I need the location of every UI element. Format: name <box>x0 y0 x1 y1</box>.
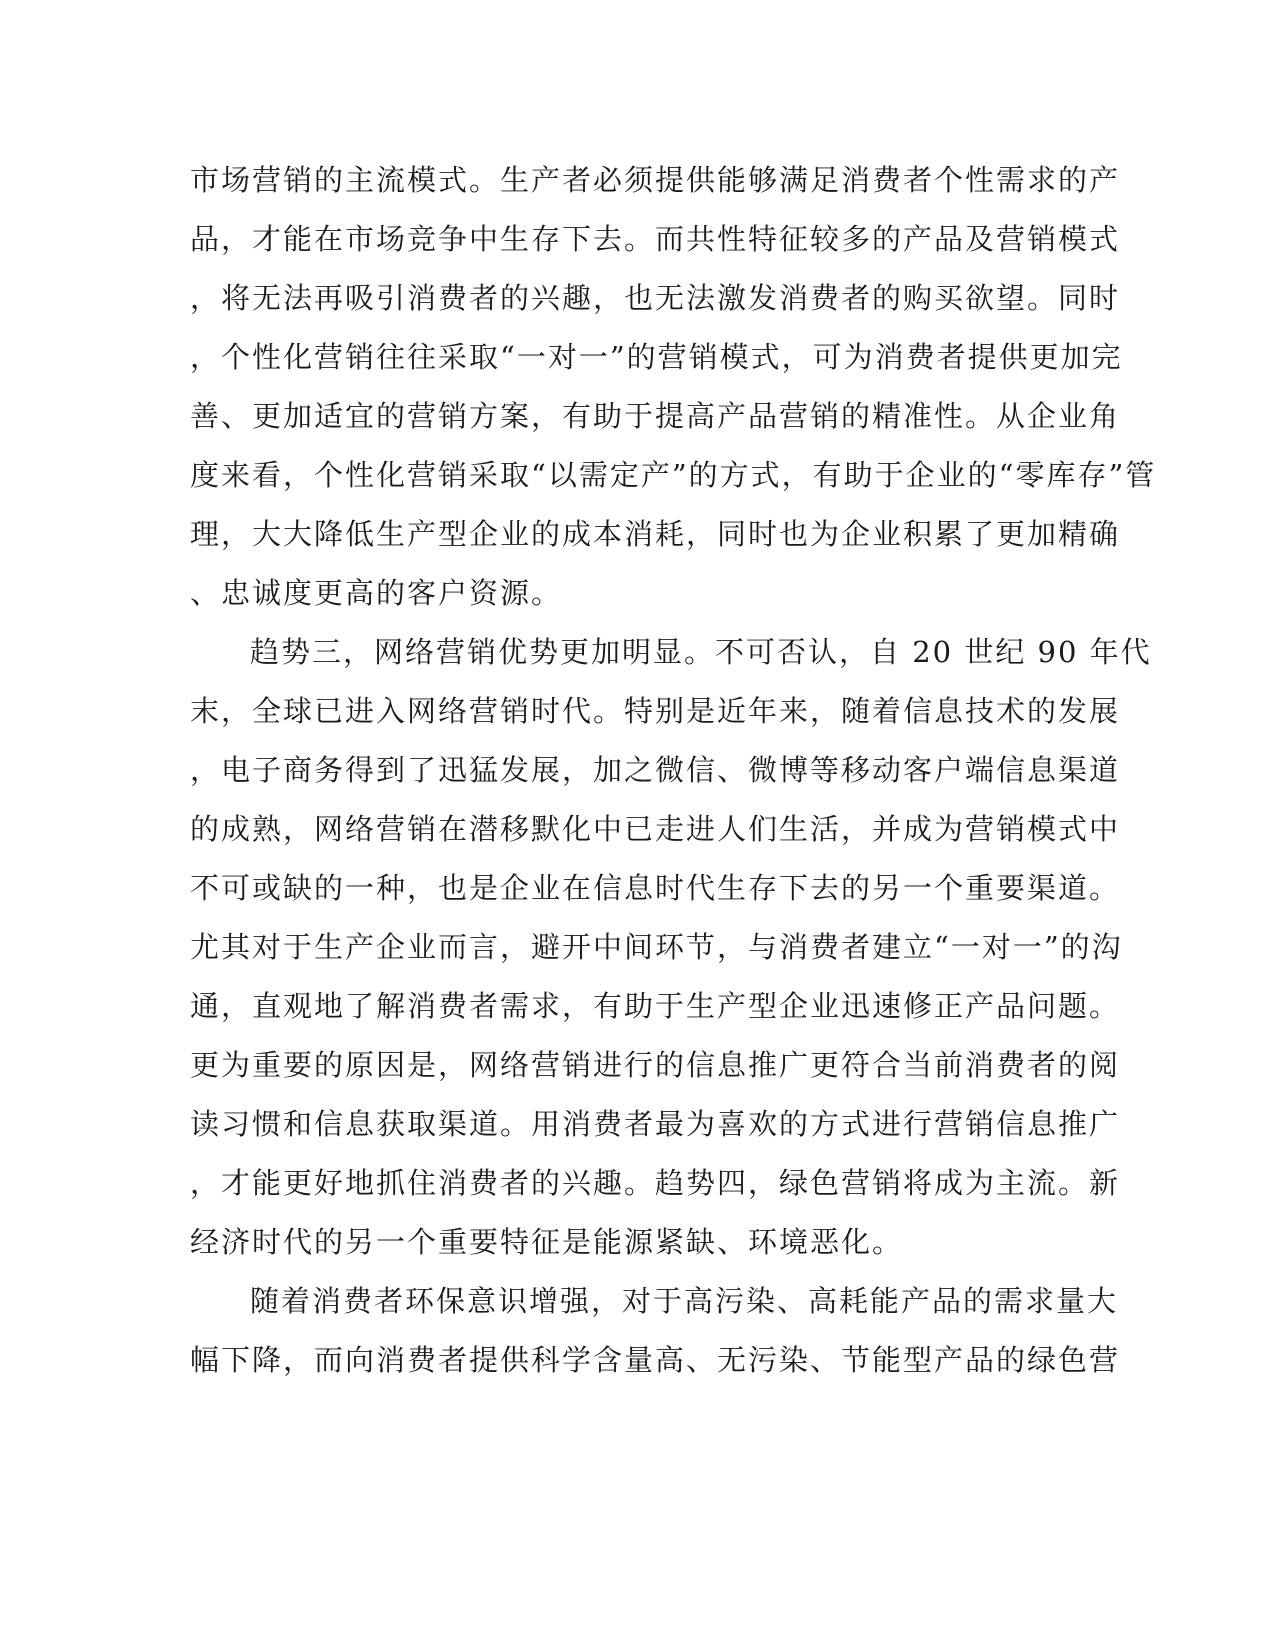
text-line: 善、更加适宜的营销方案，有助于提高产品营销的精准性。从企业角 <box>190 399 1121 433</box>
text-line: 、忠诚度更高的客户资源。 <box>190 576 563 610</box>
text-line: ，才能更好地抓住消费者的兴趣。趋势四，绿色营销将成为主流。新 <box>190 1166 1121 1200</box>
text-line: 度来看，个性化营销采取“以需定产”的方式，有助于企业的“零库存”管 <box>190 458 1157 492</box>
text-line: 幅下降，而向消费者提供科学含量高、无污染、节能型产品的绿色营 <box>190 1343 1121 1377</box>
text-line: ，将无法再吸引消费者的兴趣，也无法激发消费者的购买欲望。同时 <box>190 281 1121 315</box>
text-line: 的成熟，网络营销在潜移默化中已走进人们生活，并成为营销模式中 <box>190 812 1121 846</box>
text-line: 更为重要的原因是，网络营销进行的信息推广更符合当前消费者的阅 <box>190 1048 1121 1082</box>
text-line: 品，才能在市场竞争中生存下去。而共性特征较多的产品及营销模式 <box>190 222 1121 256</box>
text-line: 经济时代的另一个重要特征是能源紧缺、环境恶化。 <box>190 1225 904 1259</box>
text-line: 通，直观地了解消费者需求，有助于生产型企业迅速修正产品问题。 <box>190 989 1121 1023</box>
text-line: 末，全球已进入网络营销时代。特别是近年来，随着信息技术的发展 <box>190 694 1121 728</box>
text-line: ，个性化营销往往采取“一对一”的营销模式，可为消费者提供更加完 <box>190 340 1123 374</box>
text-line: 尤其对于生产企业而言，避开中间环节，与消费者建立“一对一”的沟 <box>190 930 1123 964</box>
paragraph-first-line: 随着消费者环保意识增强，对于高污染、高耗能产品的需求量大 <box>250 1284 1119 1318</box>
text-line: 读习惯和信息获取渠道。用消费者最为喜欢的方式进行营销信息推广 <box>190 1107 1121 1141</box>
paragraph-first-line: 趋势三，网络营销优势更加明显。不可否认，自 20 世纪 90 年代 <box>250 635 1152 669</box>
text-line: 理，大大降低生产型企业的成本消耗，同时也为企业积累了更加精确 <box>190 517 1121 551</box>
text-line: ，电子商务得到了迅猛发展，加之微信、微博等移动客户端信息渠道 <box>190 753 1121 787</box>
text-line: 市场营销的主流模式。生产者必须提供能够满足消费者个性需求的产 <box>190 163 1121 197</box>
text-line: 不可或缺的一种，也是企业在信息时代生存下去的另一个重要渠道。 <box>190 871 1121 905</box>
